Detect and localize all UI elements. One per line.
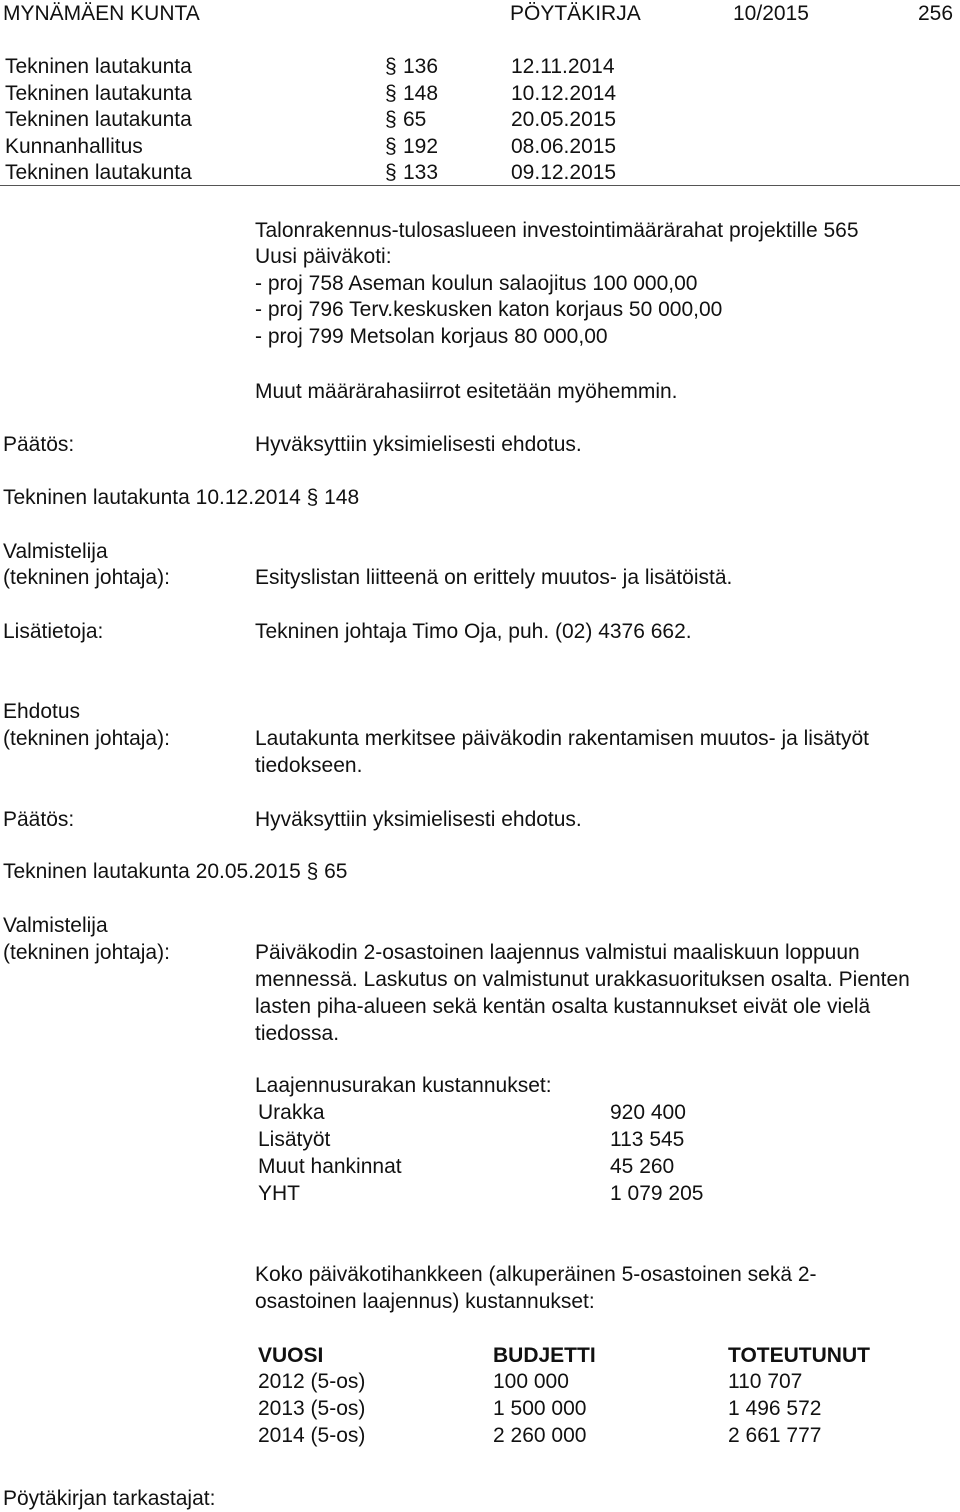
cost-item: Urakka	[258, 1101, 325, 1124]
table-cell-year: 2014 (5-os)	[258, 1424, 366, 1447]
total-costs-title: Koko päiväkotihankkeen (alkuperäinen 5-osastoinen sekä 2-osastoinen laajennus) kustannukset:	[255, 1263, 817, 1313]
section-sign-icon: §	[385, 161, 397, 184]
appropriation-line: - proj 796 Terv.keskusken katon korjaus 50 000,00	[255, 298, 723, 321]
table-cell-budget: 1 500 000	[493, 1397, 587, 1420]
history-date: 12.11.2014	[511, 55, 615, 78]
table-header-year: VUOSI	[258, 1344, 324, 1367]
cost-item: YHT	[258, 1182, 300, 1205]
section-sign-icon: §	[306, 860, 319, 883]
history-number: 148	[403, 82, 439, 105]
history-number: 133	[403, 161, 439, 184]
info-text: Tekninen johtaja Timo Oja, puh. (02) 4376 662.	[255, 620, 692, 643]
appropriation-line: Talonrakennus-tulosaslueen investointimäärärahat projektille 565	[255, 219, 859, 242]
section-heading-number: 65	[324, 860, 348, 883]
preparer-label-role: (tekninen johtaja):	[3, 941, 170, 964]
preparer-label-role: (tekninen johtaja):	[3, 566, 170, 589]
table-header-actual: TOTEUTUNUT	[728, 1344, 870, 1367]
cost-amount: 1 079 205	[610, 1182, 704, 1205]
preparer-label: Valmistelija	[3, 914, 108, 937]
section-sign-icon: §	[385, 108, 397, 131]
cost-amount: 920 400	[610, 1101, 686, 1124]
cost-amount: 45 260	[610, 1155, 675, 1178]
decision-text: Hyväksyttiin yksimielisesti ehdotus.	[255, 808, 582, 831]
history-number: 65	[403, 108, 427, 131]
cost-amount: 113 545	[610, 1128, 685, 1151]
history-body: Tekninen lautakunta	[5, 55, 192, 78]
municipality-name: MYNÄMÄEN KUNTA	[3, 2, 200, 25]
later-transfers-note: Muut määrärahasiirrot esitetään myöhemmin.	[255, 380, 678, 403]
info-label: Lisätietoja:	[3, 620, 104, 643]
section-sign-icon: §	[385, 55, 397, 78]
history-body: Tekninen lautakunta	[5, 82, 192, 105]
history-date: 08.06.2015	[511, 135, 617, 158]
table-cell-budget: 100 000	[493, 1370, 569, 1393]
proposal-text: Lautakunta merkitsee päiväkodin rakentamisen muutos- ja lisätyöt tiedokseen.	[255, 727, 869, 777]
section-sign-icon: §	[385, 135, 397, 158]
history-date: 20.05.2015	[511, 108, 617, 131]
decision-label: Päätös:	[3, 808, 75, 831]
preparer-text: Esityslistan liitteenä on erittely muutos- ja lisätöistä.	[255, 566, 733, 589]
history-number: 192	[403, 135, 439, 158]
section-heading	[3, 858, 347, 885]
table-cell-year: 2013 (5-os)	[258, 1397, 366, 1420]
history-divider	[0, 185, 960, 186]
document-type: PÖYTÄKIRJA	[510, 2, 641, 25]
history-body: Kunnanhallitus	[5, 135, 143, 158]
section-heading	[3, 484, 359, 511]
table-cell-year: 2012 (5-os)	[258, 1370, 366, 1393]
proposal-label-role: (tekninen johtaja):	[3, 727, 170, 750]
reviewers-label: Pöytäkirjan tarkastajat:	[3, 1487, 216, 1510]
preparer-text: Päiväkodin 2-osastoinen laajennus valmistui maaliskuun loppuun mennessä. Laskutus on valmistunut urakkasuorituksen osalta. Pienten lasten piha-alueen sekä kentän osalta kustannukset eivät ole vielä tiedossa.	[255, 941, 910, 1045]
table-header-budget: BUDJETTI	[493, 1344, 596, 1367]
section-heading-body: Tekninen lautakunta 10.12.2014	[3, 486, 301, 509]
appropriation-line: - proj 758 Aseman koulun salaojitus 100 000,00	[255, 272, 698, 295]
document-number: 10/2015	[733, 2, 809, 25]
appropriation-line: Uusi päiväkoti:	[255, 245, 392, 268]
costs-title: Laajennusurakan kustannukset:	[255, 1074, 552, 1097]
cost-item: Lisätyöt	[258, 1128, 331, 1151]
history-body: Tekninen lautakunta	[5, 108, 192, 131]
table-cell-actual: 1 496 572	[728, 1397, 822, 1420]
appropriation-line: - proj 799 Metsolan korjaus 80 000,00	[255, 325, 608, 348]
decision-text: Hyväksyttiin yksimielisesti ehdotus.	[255, 433, 582, 456]
page-number: 256	[918, 2, 954, 25]
cost-item: Muut hankinnat	[258, 1155, 402, 1178]
table-cell-actual: 110 707	[728, 1370, 803, 1393]
section-sign-icon: §	[306, 486, 319, 509]
decision-label: Päätös:	[3, 433, 75, 456]
history-body: Tekninen lautakunta	[5, 161, 192, 184]
preparer-label: Valmistelija	[3, 540, 108, 563]
section-sign-icon: §	[385, 82, 397, 105]
section-heading-number: 148	[324, 486, 360, 509]
section-heading-body: Tekninen lautakunta 20.05.2015	[3, 860, 301, 883]
table-cell-budget: 2 260 000	[493, 1424, 587, 1447]
history-number: 136	[403, 55, 439, 78]
proposal-label: Ehdotus	[3, 700, 81, 723]
history-date: 09.12.2015	[511, 161, 617, 184]
history-date: 10.12.2014	[511, 82, 617, 105]
table-cell-actual: 2 661 777	[728, 1424, 822, 1447]
